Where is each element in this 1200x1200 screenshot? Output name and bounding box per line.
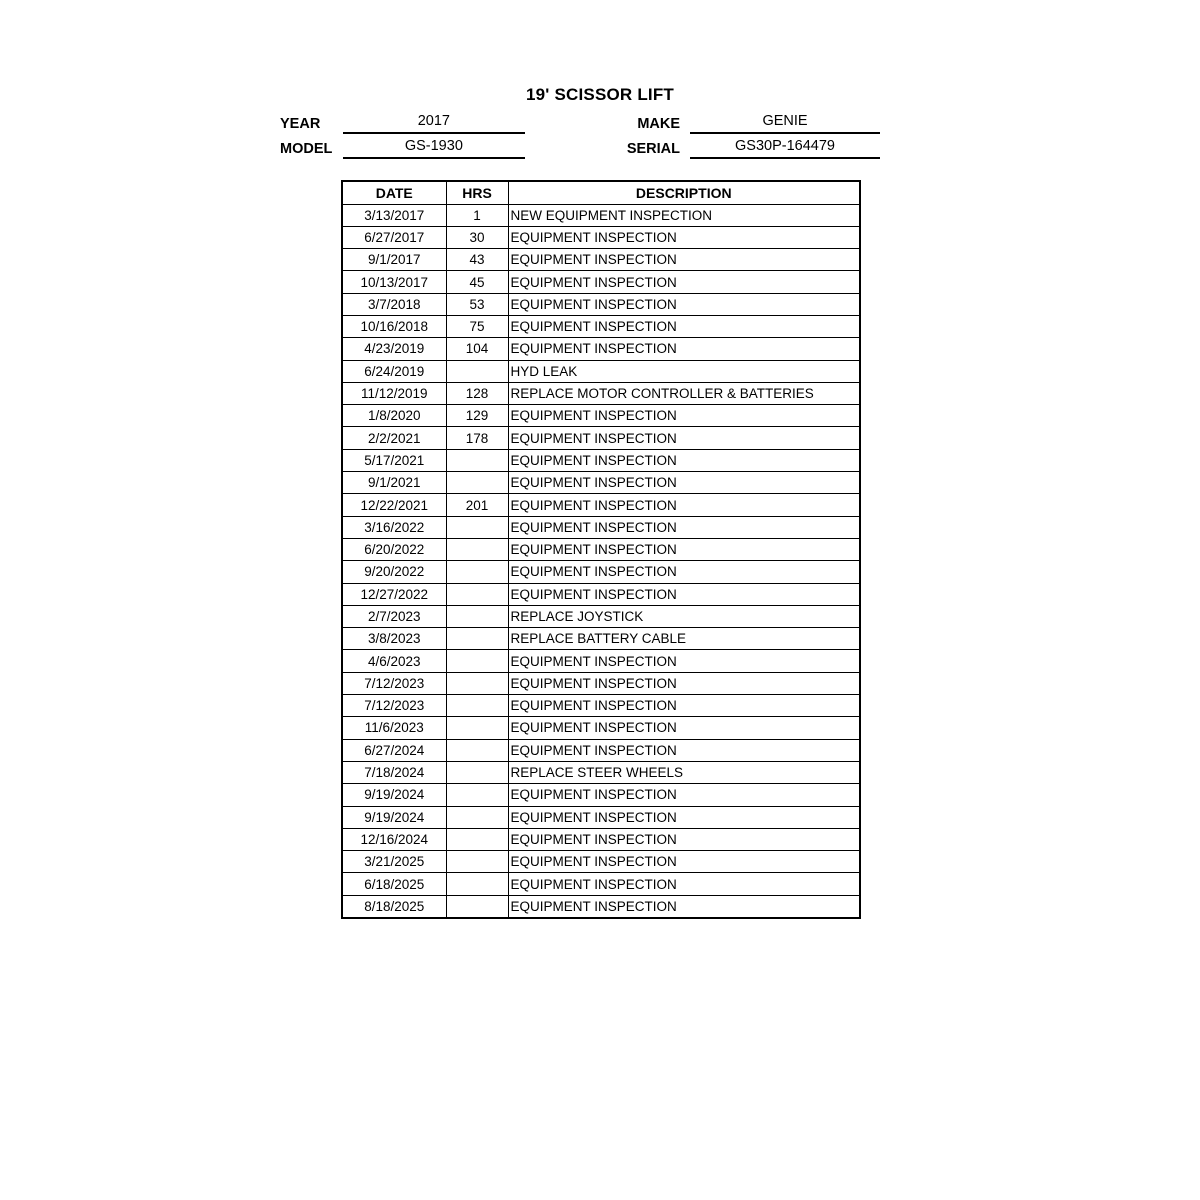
cell-date: 3/16/2022 bbox=[342, 516, 446, 538]
cell-date: 6/18/2025 bbox=[342, 873, 446, 895]
table-row bbox=[342, 427, 860, 449]
cell-description: EQUIPMENT INSPECTION bbox=[508, 427, 860, 449]
cell-description: EQUIPMENT INSPECTION bbox=[508, 538, 860, 560]
cell-date: 3/13/2017 bbox=[342, 204, 446, 226]
service-log-body bbox=[342, 204, 860, 918]
cell-date: 9/19/2024 bbox=[342, 784, 446, 806]
table-header-row bbox=[342, 181, 860, 204]
table-row bbox=[342, 561, 860, 583]
cell-hrs bbox=[446, 538, 508, 560]
make-label: MAKE bbox=[637, 116, 681, 132]
cell-hrs bbox=[446, 717, 508, 739]
serial-value: GS30P-164479 bbox=[690, 136, 880, 159]
service-log-table-wrapper bbox=[341, 180, 859, 919]
cell-date: 10/13/2017 bbox=[342, 271, 446, 293]
cell-description: EQUIPMENT INSPECTION bbox=[508, 739, 860, 761]
cell-hrs bbox=[446, 360, 508, 382]
cell-date: 11/12/2019 bbox=[342, 382, 446, 404]
table-row bbox=[342, 405, 860, 427]
header-row-year-make bbox=[280, 110, 880, 134]
cell-hrs bbox=[446, 672, 508, 694]
cell-description: EQUIPMENT INSPECTION bbox=[508, 494, 860, 516]
table-row bbox=[342, 851, 860, 873]
cell-date: 5/17/2021 bbox=[342, 449, 446, 471]
cell-description: EQUIPMENT INSPECTION bbox=[508, 405, 860, 427]
table-row bbox=[342, 628, 860, 650]
cell-date: 12/16/2024 bbox=[342, 828, 446, 850]
cell-hrs bbox=[446, 583, 508, 605]
year-label: YEAR bbox=[280, 116, 321, 132]
cell-hrs bbox=[446, 472, 508, 494]
cell-hrs: 178 bbox=[446, 427, 508, 449]
cell-date: 4/23/2019 bbox=[342, 338, 446, 360]
cell-description: REPLACE BATTERY CABLE bbox=[508, 628, 860, 650]
table-row bbox=[342, 605, 860, 627]
model-value: GS-1930 bbox=[343, 136, 525, 159]
cell-description: EQUIPMENT INSPECTION bbox=[508, 271, 860, 293]
serial-label: SERIAL bbox=[626, 141, 681, 157]
cell-date: 3/8/2023 bbox=[342, 628, 446, 650]
make-value: GENIE bbox=[690, 111, 880, 134]
cell-date: 11/6/2023 bbox=[342, 717, 446, 739]
cell-description: EQUIPMENT INSPECTION bbox=[508, 338, 860, 360]
table-row bbox=[342, 204, 860, 226]
cell-date: 3/7/2018 bbox=[342, 293, 446, 315]
table-row bbox=[342, 873, 860, 895]
cell-description: EQUIPMENT INSPECTION bbox=[508, 828, 860, 850]
cell-hrs: 201 bbox=[446, 494, 508, 516]
table-row bbox=[342, 717, 860, 739]
cell-description: EQUIPMENT INSPECTION bbox=[508, 695, 860, 717]
cell-description: REPLACE MOTOR CONTROLLER & BATTERIES bbox=[508, 382, 860, 404]
cell-hrs: 104 bbox=[446, 338, 508, 360]
cell-date: 12/27/2022 bbox=[342, 583, 446, 605]
table-row bbox=[342, 315, 860, 337]
table-row bbox=[342, 449, 860, 471]
table-row bbox=[342, 672, 860, 694]
cell-description: EQUIPMENT INSPECTION bbox=[508, 784, 860, 806]
cell-date: 3/21/2025 bbox=[342, 851, 446, 873]
cell-date: 7/18/2024 bbox=[342, 761, 446, 783]
column-header-hrs: HRS bbox=[446, 181, 508, 204]
cell-hrs: 1 bbox=[446, 204, 508, 226]
table-row bbox=[342, 293, 860, 315]
cell-hrs bbox=[446, 561, 508, 583]
table-row bbox=[342, 494, 860, 516]
cell-hrs bbox=[446, 761, 508, 783]
cell-hrs bbox=[446, 873, 508, 895]
cell-hrs: 75 bbox=[446, 315, 508, 337]
table-row bbox=[342, 271, 860, 293]
cell-date: 6/27/2017 bbox=[342, 226, 446, 248]
cell-date: 7/12/2023 bbox=[342, 672, 446, 694]
cell-description: EQUIPMENT INSPECTION bbox=[508, 583, 860, 605]
cell-hrs: 129 bbox=[446, 405, 508, 427]
table-row bbox=[342, 806, 860, 828]
table-row bbox=[342, 382, 860, 404]
table-row bbox=[342, 695, 860, 717]
table-row bbox=[342, 249, 860, 271]
cell-description: EQUIPMENT INSPECTION bbox=[508, 293, 860, 315]
cell-date: 10/16/2018 bbox=[342, 315, 446, 337]
cell-description: REPLACE STEER WHEELS bbox=[508, 761, 860, 783]
cell-date: 6/20/2022 bbox=[342, 538, 446, 560]
year-value: 2017 bbox=[343, 111, 525, 134]
table-row bbox=[342, 360, 860, 382]
cell-date: 9/20/2022 bbox=[342, 561, 446, 583]
cell-description: EQUIPMENT INSPECTION bbox=[508, 717, 860, 739]
cell-date: 6/27/2024 bbox=[342, 739, 446, 761]
cell-hrs: 45 bbox=[446, 271, 508, 293]
cell-hrs bbox=[446, 605, 508, 627]
cell-hrs bbox=[446, 449, 508, 471]
cell-description: EQUIPMENT INSPECTION bbox=[508, 315, 860, 337]
cell-description: EQUIPMENT INSPECTION bbox=[508, 516, 860, 538]
cell-description: NEW EQUIPMENT INSPECTION bbox=[508, 204, 860, 226]
cell-description: EQUIPMENT INSPECTION bbox=[508, 806, 860, 828]
cell-date: 1/8/2020 bbox=[342, 405, 446, 427]
cell-description: EQUIPMENT INSPECTION bbox=[508, 449, 860, 471]
table-row bbox=[342, 650, 860, 672]
cell-date: 4/6/2023 bbox=[342, 650, 446, 672]
cell-hrs bbox=[446, 828, 508, 850]
cell-date: 9/19/2024 bbox=[342, 806, 446, 828]
cell-date: 2/2/2021 bbox=[342, 427, 446, 449]
cell-description: HYD LEAK bbox=[508, 360, 860, 382]
cell-date: 6/24/2019 bbox=[342, 360, 446, 382]
cell-hrs bbox=[446, 628, 508, 650]
header-row-model-serial bbox=[280, 135, 880, 159]
cell-hrs: 53 bbox=[446, 293, 508, 315]
table-row bbox=[342, 583, 860, 605]
cell-hrs bbox=[446, 895, 508, 917]
cell-hrs bbox=[446, 806, 508, 828]
table-row bbox=[342, 784, 860, 806]
cell-hrs: 128 bbox=[446, 382, 508, 404]
table-row bbox=[342, 739, 860, 761]
cell-date: 2/7/2023 bbox=[342, 605, 446, 627]
cell-description: EQUIPMENT INSPECTION bbox=[508, 249, 860, 271]
table-row bbox=[342, 338, 860, 360]
cell-hrs bbox=[446, 695, 508, 717]
column-header-date: DATE bbox=[342, 181, 446, 204]
cell-hrs bbox=[446, 650, 508, 672]
table-row bbox=[342, 828, 860, 850]
table-row bbox=[342, 895, 860, 917]
table-row bbox=[342, 516, 860, 538]
cell-description: EQUIPMENT INSPECTION bbox=[508, 873, 860, 895]
cell-description: REPLACE JOYSTICK bbox=[508, 605, 860, 627]
table-row bbox=[342, 226, 860, 248]
cell-description: EQUIPMENT INSPECTION bbox=[508, 561, 860, 583]
cell-date: 7/12/2023 bbox=[342, 695, 446, 717]
cell-description: EQUIPMENT INSPECTION bbox=[508, 895, 860, 917]
table-row bbox=[342, 538, 860, 560]
cell-hrs: 43 bbox=[446, 249, 508, 271]
cell-description: EQUIPMENT INSPECTION bbox=[508, 851, 860, 873]
cell-hrs bbox=[446, 739, 508, 761]
cell-description: EQUIPMENT INSPECTION bbox=[508, 672, 860, 694]
equipment-header bbox=[280, 110, 880, 160]
cell-date: 9/1/2021 bbox=[342, 472, 446, 494]
table-row bbox=[342, 761, 860, 783]
cell-hrs bbox=[446, 851, 508, 873]
cell-hrs bbox=[446, 784, 508, 806]
column-header-description: DESCRIPTION bbox=[508, 181, 860, 204]
cell-date: 9/1/2017 bbox=[342, 249, 446, 271]
cell-hrs: 30 bbox=[446, 226, 508, 248]
cell-description: EQUIPMENT INSPECTION bbox=[508, 472, 860, 494]
cell-hrs bbox=[446, 516, 508, 538]
cell-date: 12/22/2021 bbox=[342, 494, 446, 516]
page-title: 19' SCISSOR LIFT bbox=[526, 85, 674, 104]
service-log-table bbox=[341, 180, 861, 919]
cell-description: EQUIPMENT INSPECTION bbox=[508, 650, 860, 672]
model-label: MODEL bbox=[280, 141, 333, 157]
table-row bbox=[342, 472, 860, 494]
cell-description: EQUIPMENT INSPECTION bbox=[508, 226, 860, 248]
cell-date: 8/18/2025 bbox=[342, 895, 446, 917]
